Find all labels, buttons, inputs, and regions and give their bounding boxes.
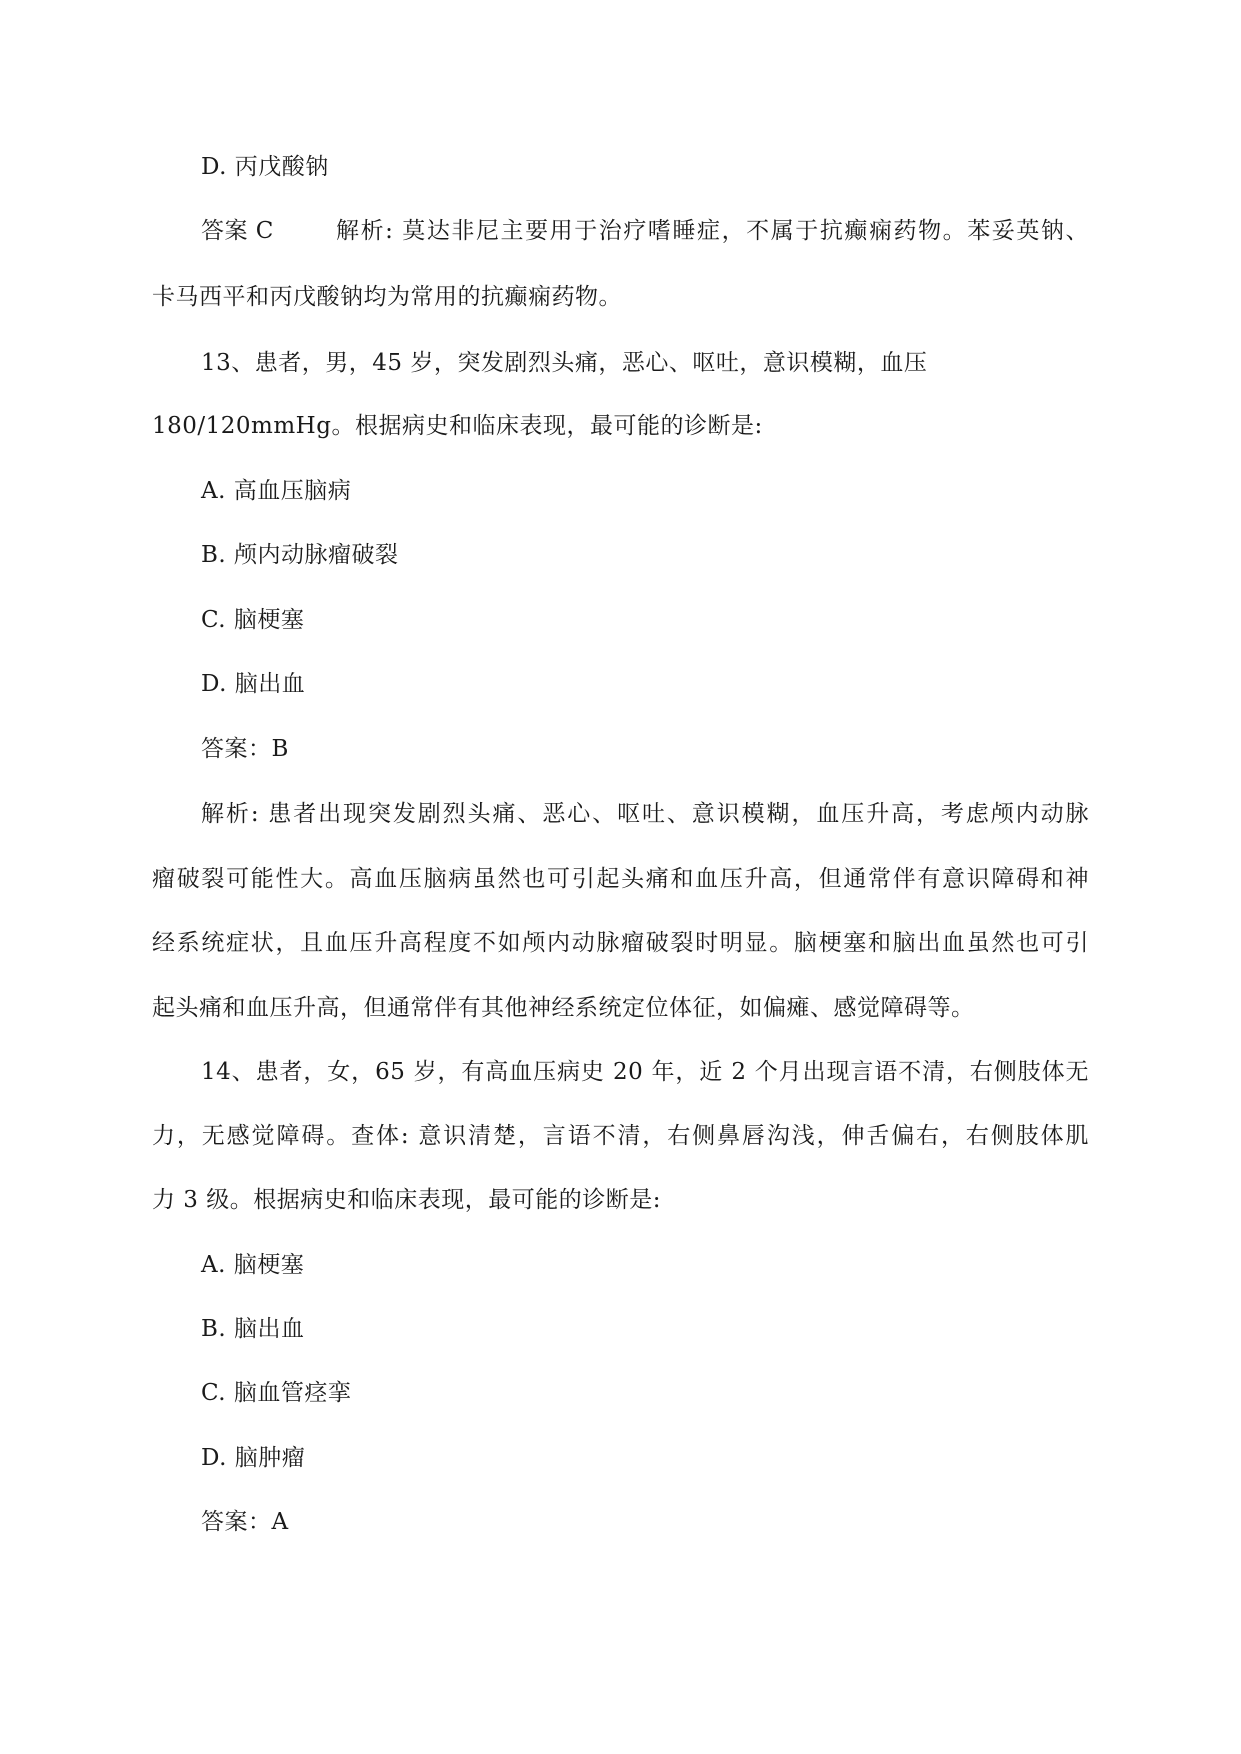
q13-analysis-line4: 起头痛和血压升高，但通常伴有其他神经系统定位体征，如偏瘫、感觉障碍等。 [152,995,975,1021]
q13-option-c: C. 脑梗塞 [201,607,305,633]
q13-option-b: B. 颅内动脉瘤破裂 [201,542,399,568]
q14-option-a: A. 脑梗塞 [201,1252,305,1278]
q12-analysis-line1: 解析: 莫达非尼主要用于治疗嗜睡症，不属于抗癫痫药物。苯妥英钠、 [336,218,1089,244]
q14-option-d: D. 脑肿瘤 [201,1445,306,1471]
q12-answer: 答案 C [201,218,274,244]
q13-analysis-line3: 经系统症状，且血压升高程度不如颅内动脉瘤破裂时明显。脑梗塞和脑出血虽然也可引 [152,930,1089,956]
q14-stem-line3: 力 3 级。根据病史和临床表现，最可能的诊断是: [152,1187,662,1213]
q12-analysis-line2: 卡马西平和丙戊酸钠均为常用的抗癫痫药物。 [152,284,622,310]
q14-option-c: C. 脑血管痉挛 [201,1380,352,1406]
q14-stem-line1: 14、患者，女，65 岁，有高血压病史 20 年，近 2 个月出现言语不清，右侧肢体无 [201,1059,1089,1085]
q14-answer: 答案：A [201,1509,289,1535]
q12-answer-line [201,216,274,246]
q13-stem-line2: 180/120mmHg。根据病史和临床表现，最可能的诊断是: [152,413,763,439]
q13-analysis-line1: 解析: 患者出现突发剧烈头痛、恶心、呕吐、意识模糊，血压升高，考虑颅内动脉 [201,801,1089,827]
q13-option-d: D. 脑出血 [201,671,306,697]
q12-option-d: D. 丙戊酸钠 [201,154,329,180]
q13-stem-line1: 13、患者，男，45 岁，突发剧烈头痛，恶心、呕吐，意识模糊，血压 [201,350,928,376]
q13-option-a: A. 高血压脑病 [201,478,352,504]
q13-answer: 答案：B [201,736,289,762]
q14-stem-line2: 力，无感觉障碍。查体: 意识清楚，言语不清，右侧鼻唇沟浅，伸舌偏右，右侧肢体肌 [152,1123,1089,1149]
q13-analysis-line2: 瘤破裂可能性大。高血压脑病虽然也可引起头痛和血压升高，但通常伴有意识障碍和神 [152,866,1089,892]
q14-option-b: B. 脑出血 [201,1316,305,1342]
